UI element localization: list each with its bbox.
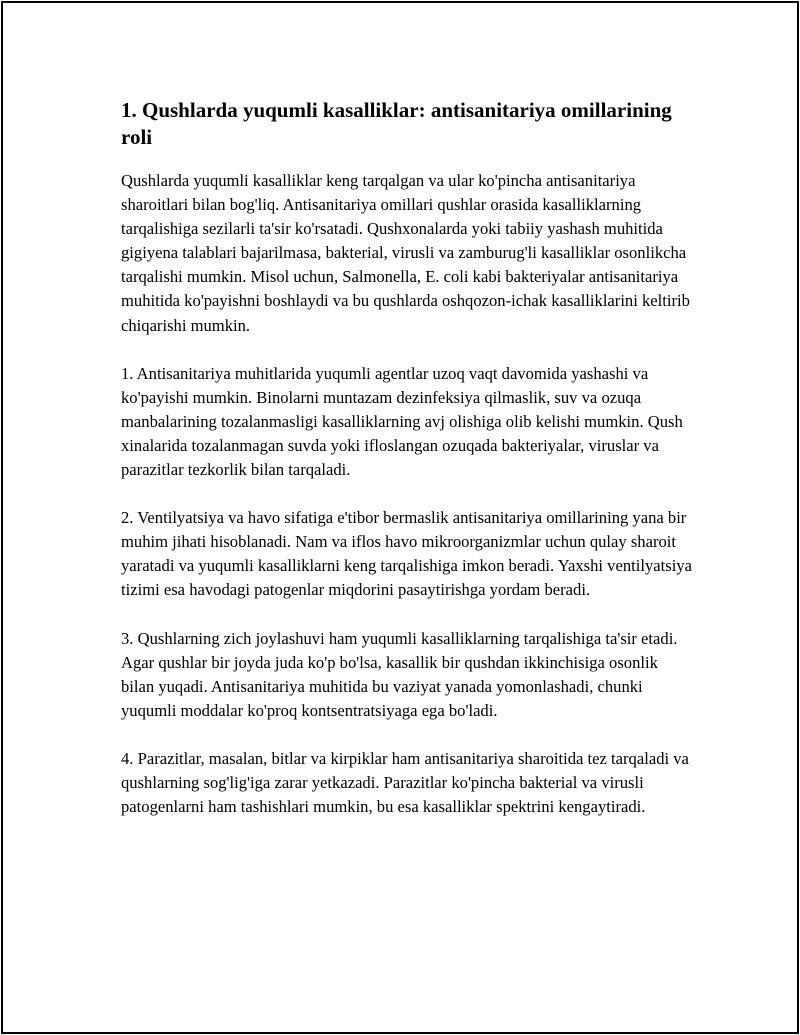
paragraph-point-4: 4. Parazitlar, masalan, bitlar va kirpiklar ham antisanitariya sharoitida tez tarqaladi va qushlarning sog'lig'iga zarar yetkazadi. Parazitlar ko'pincha bakterial va virusli patogenlarni ham tashishlari mumkin, bu esa kasalliklar spektrini kengaytiradi. (121, 748, 689, 817)
page-title: 1. Qushlarda yuqumli kasalliklar: antisanitariya omillarining roli (121, 98, 672, 149)
page-frame (1, 1, 799, 1034)
paragraph-point-2: 2. Ventilyatsiya va havo sifatiga e'tibor bermaslik antisanitariya omillarining yana bir muhim jihati hisoblanadi. Nam va iflos havo mikroorganizmlar uchun qulay sharoit yaratadi va yuqumli kasalliklarni keng tarqalishiga imkon beradi. Yaxshi ventilyatsiya tizimi esa havodagi patogenlar miqdorini pasaytirishga yordam beradi. (121, 508, 692, 600)
document-body (121, 97, 693, 843)
paragraph-point-1: 1. Antisanitariya muhitlarida yuqumli agentlar uzoq vaqt davomida yashashi va ko'payishi mumkin. Binolarni muntazam dezinfeksiya qilmaslik, suv va ozuqa manbalarining tozalanmasligi kasalliklarning avj olishiga olib kelishi mumkin. Qush xinalarida tozalanmagan suvda yoki ifloslangan ozuqada bakteriyalar, viruslar va parazitlar tezkorlik bilan tarqaladi. (121, 363, 683, 480)
paragraph-point-3: 3. Qushlarning zich joylashuvi ham yuqumli kasalliklarning tarqalishiga ta'sir etadi. Agar qushlar bir joyda juda ko'p bo'lsa, kasallik bir qushdan ikkinchisiga osonlik bilan yuqadi. Antisanitariya muhitida bu vaziyat yanada yomonlashadi, chunki yuqumli moddalar ko'proq kontsentratsiyaga ega bo'ladi. (121, 628, 678, 720)
paragraph-intro: Qushlarda yuqumli kasalliklar keng tarqalgan va ular ko'pincha antisanitariya sharoitlari bilan bog'liq. Antisanitariya omillari qushlar orasida kasalliklarning tarqalishiga sezilarli ta'sir ko'rsatadi. Qushxonalarda yoki tabiiy yashash muhitida gigiyena talablari bajarilmasa, bakterial, virusli va zamburug'li kasalliklar osonlikcha tarqalishi mumkin. Misol uchun, Salmonella, E. coli kabi bakteriyalar antisanitariya muhitida ko'payishni boshlaydi va bu qushlarda oshqozon-ichak kasalliklarini keltirib chiqarishi mumkin. (121, 171, 690, 335)
